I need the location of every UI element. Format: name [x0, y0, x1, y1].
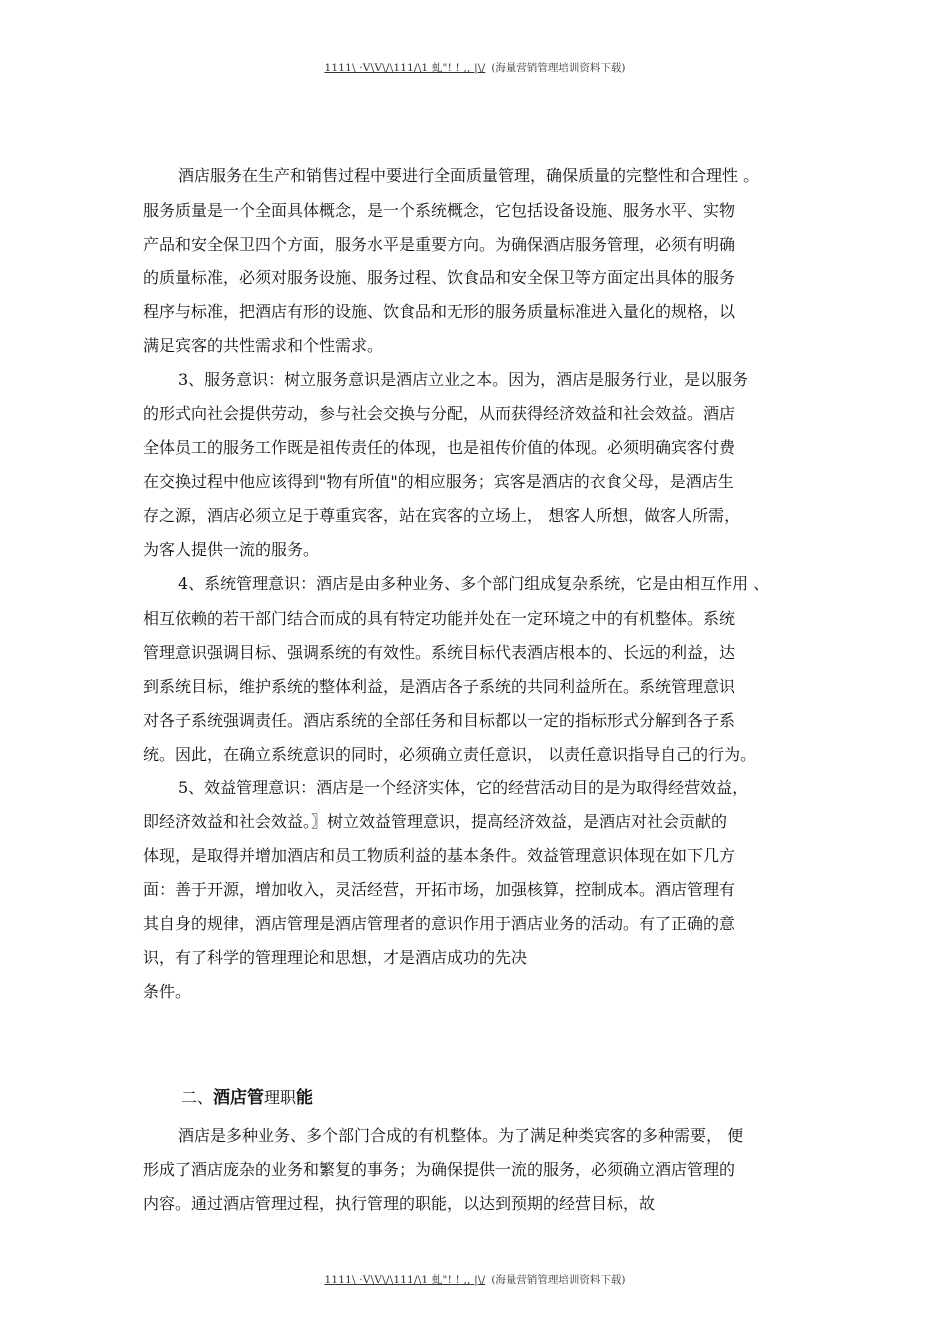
text-line: 的质量标准，必须对服务设施、服务过程、饮食品和安全保卫等方面定出具体的服务	[143, 268, 736, 287]
text-line: 体现，是取得并增加酒店和员工物质利益的基本条件。效益管理意识体现在如下几方	[143, 846, 736, 865]
page-header	[0, 60, 950, 75]
text-line: 形成了酒店庞杂的业务和繁复的事务；为确保提供一流的服务，必须确立酒店管理的	[143, 1160, 736, 1179]
text-line: 到系统目标，维护系统的整体利益，是酒店各子系统的共同利益所在。系统管理意识	[143, 677, 736, 696]
text-line: 产品和安全保卫四个方面，服务水平是重要方向。为确保酒店服务管理，必须有明确	[143, 235, 736, 254]
heading-bold-1: 酒店管	[213, 1088, 265, 1108]
text-line: 酒店服务在生产和销售过程中要进行全面质量管理，确保质量的完整性和合理性 。	[178, 166, 760, 185]
text-line: 为客人提供一流的服务。	[143, 540, 320, 559]
header-url[interactable]: 1111\ ·V\V\/\111/\1 虬"! ! ,, |\/	[324, 62, 486, 74]
heading-prefix: 二、	[181, 1088, 214, 1107]
footer-note: (海量营销管理培训资料下载)	[491, 1274, 626, 1286]
footer-url[interactable]: 1111\ ·V\V\/\111/\1 虬"! ! ,, |\/	[324, 1274, 486, 1286]
text-line: 3、服务意识：树立服务意识是酒店立业之本。因为，酒店是服务行业，是以服务	[178, 370, 749, 389]
heading-bold-2: 能	[296, 1088, 314, 1108]
text-line: 服务质量是一个全面具体概念，是一个系统概念，它包括设备设施、服务水平、实物	[143, 201, 736, 220]
text-line: 面：善于开源，增加收入，灵活经营，开拓市场，加强核算，控制成本。酒店管理有	[143, 880, 736, 899]
text-line: 内容。通过酒店管理过程，执行管理的职能，以达到预期的经营目标，故	[143, 1194, 656, 1213]
text-line: 酒店是多种业务、多个部门合成的有机整体。为了满足种类宾客的多种需要， 便	[178, 1126, 744, 1145]
header-note: (海量营销管理培训资料下载)	[491, 62, 626, 74]
text-line: 统。因此，在确立系统意识的同时，必须确立责任意识， 以责任意识指导自己的行为。	[143, 745, 757, 764]
text-line: 即经济效益和社会效益。〗树立效益管理意识，提高经济效益，是酒店对社会贡献的	[143, 812, 728, 831]
text-line: 在交换过程中他应该得到"物有所值"的相应服务；宾客是酒店的衣食父母，是酒店生	[143, 472, 734, 491]
page-footer	[0, 1272, 950, 1287]
text-line: 相互依赖的若干部门结合而成的具有特定功能并处在一定环境之中的有机整体。系统	[143, 609, 736, 628]
text-line: 的形式向社会提供劳动，参与社会交换与分配，从而获得经济效益和社会效益。酒店	[143, 404, 736, 423]
text-line: 存之源，酒店必须立足于尊重宾客，站在宾客的立场上， 想客人所想，做客人所需，	[143, 506, 741, 525]
text-line: 4、系统管理意识：酒店是由多种业务、多个部门组成复杂系统，它是由相互作用 、	[178, 574, 770, 593]
text-line: 5、效益管理意识：酒店是一个经济实体，它的经营活动目的是为取得经营效益，	[178, 778, 749, 797]
text-line: 全体员工的服务工作既是祖传责任的体现，也是祖传价值的体现。必须明确宾客付费	[143, 438, 736, 457]
text-line: 其自身的规律，酒店管理是酒店管理者的意识作用于酒店业务的活动。有了正确的意	[143, 914, 736, 933]
text-line: 满足宾客的共性需求和个性需求。	[143, 336, 384, 355]
text-line: 对各子系统强调责任。酒店系统的全部任务和目标都以一定的指标形式分解到各子系	[143, 711, 736, 730]
text-line: 条件。	[143, 982, 192, 1001]
text-line: 程序与标准，把酒店有形的设施、饮食品和无形的服务质量标准进入量化的规格，以	[143, 302, 736, 321]
text-line: 管理意识强调目标、强调系统的有效性。系统目标代表酒店根本的、长远的利益，达	[143, 643, 736, 662]
heading-normal: 理职	[264, 1088, 297, 1107]
section-heading	[181, 1083, 313, 1108]
text-line: 识，有了科学的管理理论和思想，才是酒店成功的先决	[143, 948, 528, 967]
